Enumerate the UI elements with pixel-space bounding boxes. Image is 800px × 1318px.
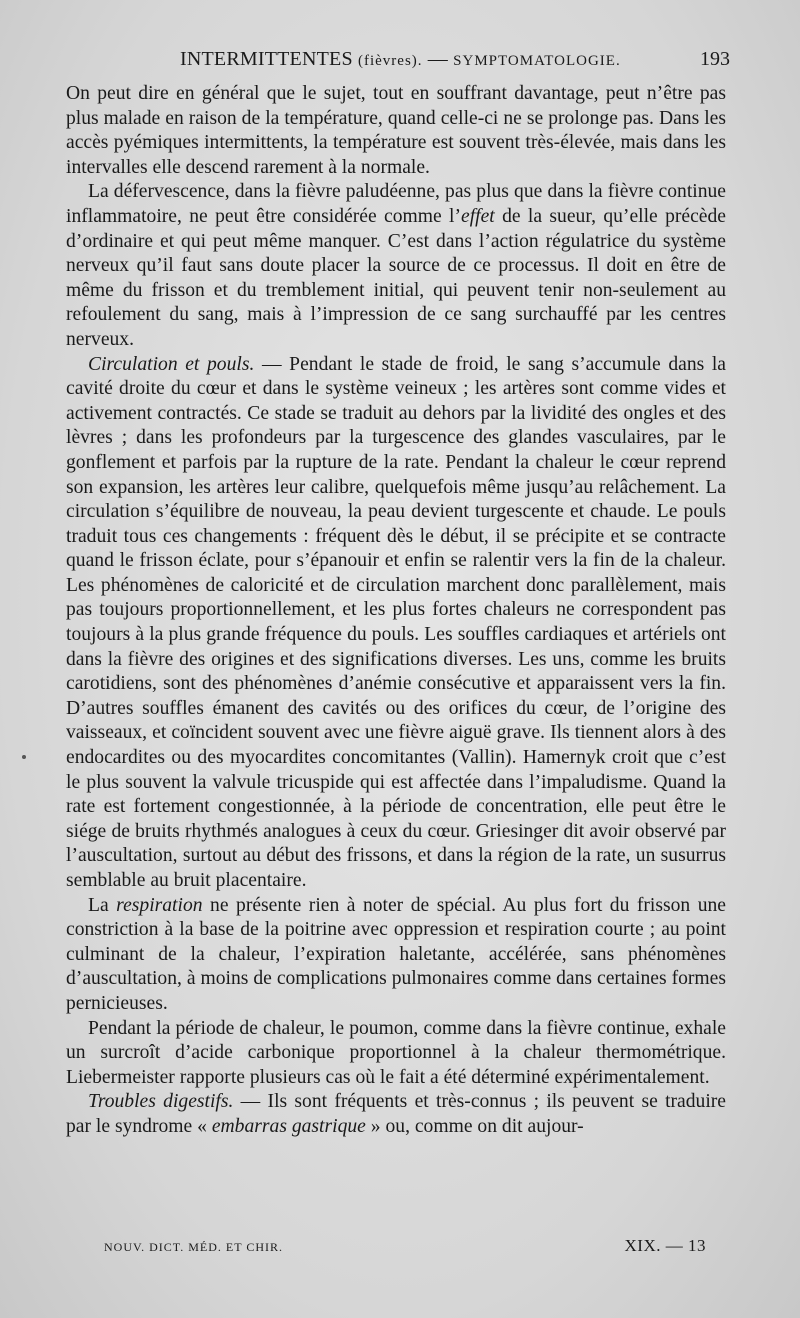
header-title (180, 48, 621, 71)
paragraph (66, 894, 726, 1017)
header-title-paren: (fièvres). (357, 53, 423, 69)
text-run: On peut dire en général que le sujet, tout en souffrant davantage, peut n’être pas plus malade en raison de la température, quand celle-ci ne se prolonge pas. Dans les accès pyémiques intermittents, la température est souvent très-élevée, mais dans les intervalles elle descend rarement à la normale. (66, 83, 726, 178)
text-run: — Pendant le stade de froid, le sang s’accumule dans la cavité droite du cœur et dans le système veineux ; les artères sont comme vides et activement contractés. Ce stade se traduit au dehors par la lividité des ongles et des lèvres ; dans les profondeurs par la turgescence des glandes vasculaires, par le gonflement et parfois par la rupture de la rate. Pendant la chaleur le cœur reprend son expansion, les artères leur calibre, quelquefois même jusqu’au relâchement. La circulation s’équilibre de nouveau, la peau devient turgescente et chaude. Le pouls traduit tous ces changements : fréquent dès le début, il se précipite et se contracte quand le frisson éclate, pour s’épanouir et enfin se ralentir vers la fin de la chaleur. Les phénomènes de caloricité et de circulation marchent donc parallèlement, mais pas toujours proportionnellement, et les plus fortes chaleurs ne correspondent pas toujours à la plus grande fréquence du pouls. Les souffles cardiaques et artériels ont dans la fièvre des origines et des significations diverses. Les uns, comme les bruits carotidiens, sont des phénomènes d’anémie consécutive et apparaissent vers la fin. D’autres souffles émanent des cavités ou des orifices du cœur, de l’origine des vaisseaux, et coïncident souvent avec une fièvre aiguë grave. Ils tiennent alors à des endocardites ou des myocardites concomitantes (Vallin). Hamernyk croit que c’est le plus souvent la valvule tricuspide qui est affectée dans l’impaludisme. Quand la rate est fortement congestionnée, à la période de concentration, elle peut être le siége de bruits rhythmés analogues à ceux du cœur. Griesinger dit avoir observé par l’auscultation, surtout au début des frissons, et dans la région de la rate, un susurrus semblable au bruit placentaire. (66, 353, 727, 891)
paragraph (66, 180, 726, 352)
page-number: 193 (700, 48, 730, 70)
footer-publication: NOUV. DICT. MÉD. ET CHIR. (104, 1240, 284, 1254)
text-run: Pendant la période de chaleur, le poumon, comme dans la fièvre continue, exhale un surcroît d’acide carbonique proportionnel à la chaleur thermométrique. Liebermeister rapporte plusieurs cas où le fait a été déterminé expérimentalement. (66, 1017, 726, 1088)
italic-phrase: respiration (116, 894, 203, 916)
running-header (66, 44, 730, 74)
paragraph (66, 353, 726, 894)
italic-phrase: Circulation et pouls. (88, 353, 255, 375)
text-run: » ou, comme on dit aujour- (365, 1115, 584, 1137)
paragraph (66, 1017, 726, 1091)
header-title-main: INTERMITTENTES (180, 48, 353, 70)
text-run: de la sueur, qu’elle précède d’ordinaire et qui peut même manquer. C’est dans l’action régulatrice du système nerveux qu’il faut sans doute placer la source de ce processus. Il doit en être de même du frisson et du tremblement initial, qui peuvent tenir non-seulement au refoulement du sang, mais à l’impression de ce sang surchauffé par les centres nerveux. (66, 205, 726, 350)
text-run: — Ils sont fréquents et très-connus ; ils peuvent se traduire par le syndrome « (66, 1091, 726, 1137)
header-section: SYMPTOMATOLOGIE. (453, 53, 621, 69)
italic-phrase: effet (461, 205, 495, 227)
text-run: La (88, 894, 117, 916)
text-run: ne présente rien à noter de spécial. Au plus fort du frisson une constriction à la base de la poitrine avec oppression et respiration courte ; au point culminant de la chaleur, l’expiration haletante, accélérée, sans phénomènes d’auscultation, à moins de complications pulmonaires comme dans certaines formes pernicieuses. (66, 894, 726, 1014)
italic-phrase: embarras gastrique (211, 1115, 366, 1137)
paragraph (66, 82, 726, 180)
page-footer (104, 1236, 706, 1255)
paragraph (66, 1090, 726, 1139)
header-title-sep: — (422, 48, 454, 70)
margin-mark (22, 755, 26, 759)
body-text (66, 82, 726, 1140)
footer-signature: XIX. — 13 (624, 1236, 706, 1255)
italic-phrase: Troubles digestifs. (88, 1091, 234, 1113)
text-run: La défervescence, dans la fièvre paludéenne, pas plus que dans la fièvre continue inflammatoire, ne peut être considérée comme l’ (66, 181, 726, 227)
